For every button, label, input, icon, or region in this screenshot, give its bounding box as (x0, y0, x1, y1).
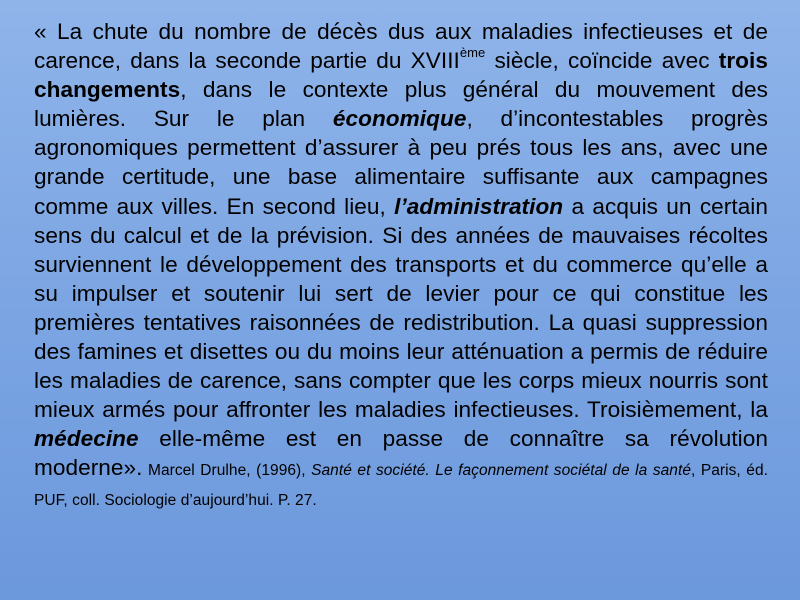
emphasis-trois-changements: trois changements (34, 48, 768, 103)
quote-text-1: « La chute du nombre de décès dus aux maladies infectieuses et de carence, dans la seconde partie du XVIII (34, 19, 768, 74)
quote-paragraph (34, 17, 768, 512)
quote-text-5: a acquis un certain sens du calcul et de la prévision. Si des années de mauvaises récoltes surviennent le développement des transports et du commerce qu’elle a su impulser et soutenir lui sert de levier pour ce qui constitue les premières tentatives raisonnées de redistribution. La quasi suppression des famines et disettes ou du moins leur atténuation a permis de réduire les maladies de carence, sans compter que les corps mieux nourris sont mieux armés pour affronter les maladies infectieuses. Troisièmement, la (34, 193, 768, 423)
citation-author: Marcel Drulhe, (1996), (142, 462, 312, 480)
emphasis-medecine: médecine (34, 426, 139, 452)
quote-text-2: siècle, coïncide avec (485, 48, 719, 74)
century-superscript: ème (459, 44, 486, 60)
citation-rest: , Paris, éd. PUF, coll. Sociologie d’aujourd’hui. P. 27. (34, 462, 769, 509)
citation-title: Santé et société. Le façonnement sociétal de la santé (311, 462, 691, 480)
emphasis-administration: l’administration (394, 193, 564, 219)
quote-text-6: elle-même est en passe de connaître sa révolution moderne». (34, 426, 768, 481)
citation (34, 462, 768, 508)
quote-text-4: , d’incontestables progrès agronomiques permettent d’assurer à peu prés tous les ans, avec une grande certitude, une base alimentaire suffisante aux campagnes comme aux villes. En second lieu, (34, 106, 768, 219)
quote-text-3: , dans le contexte plus général du mouvement des lumières. Sur le plan (34, 77, 768, 132)
emphasis-economique: économique (332, 106, 467, 132)
